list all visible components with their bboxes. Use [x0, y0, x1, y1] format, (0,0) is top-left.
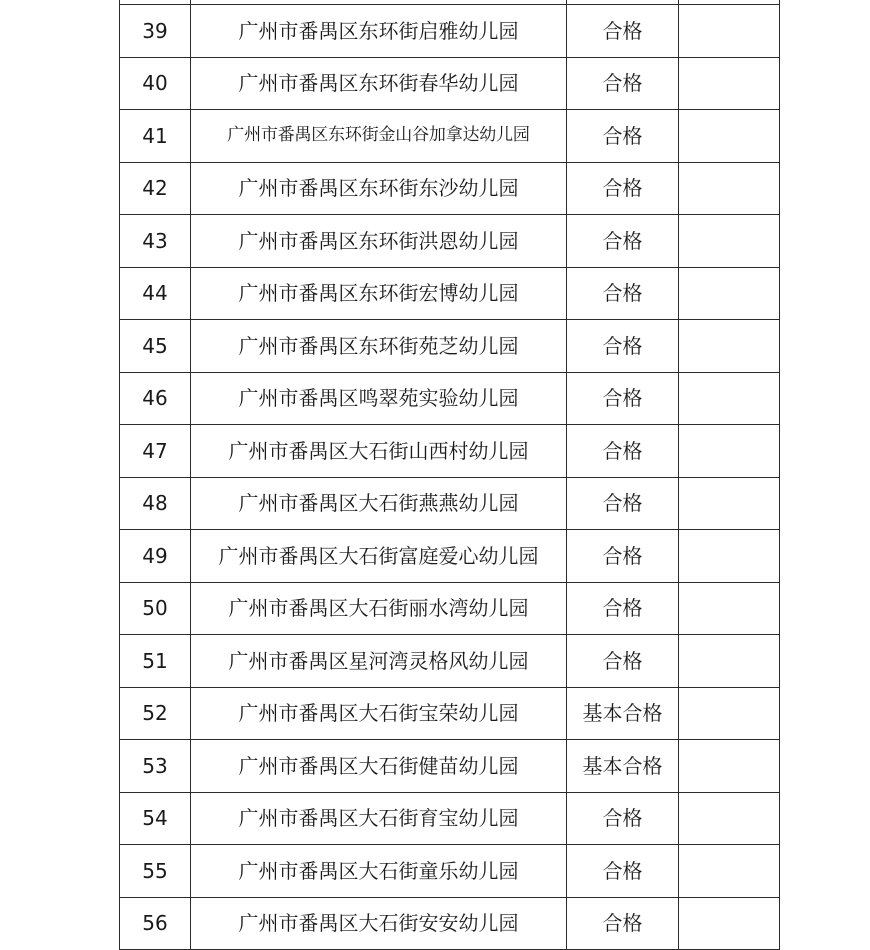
- cell-result: 合格: [567, 372, 679, 425]
- cell-number: 43: [120, 215, 191, 268]
- cell-number: 44: [120, 267, 191, 320]
- table-row: [120, 320, 780, 373]
- cell-note: [679, 215, 780, 268]
- table-row: [120, 740, 780, 793]
- cell-note: [679, 897, 780, 950]
- cell-kindergarten-name: 广州市番禺区大石街童乐幼儿园: [191, 845, 567, 898]
- cell-kindergarten-name: 广州市番禺区大石街宝荣幼儿园: [191, 687, 567, 740]
- cell-note: [679, 530, 780, 583]
- table-row: [120, 582, 780, 635]
- cell-result: 合格: [567, 110, 679, 163]
- cell-result: 合格: [567, 897, 679, 950]
- cell-note: [679, 320, 780, 373]
- cell-result: 合格: [567, 582, 679, 635]
- table-row: [120, 162, 780, 215]
- cell-number: 51: [120, 635, 191, 688]
- cell-number: 49: [120, 530, 191, 583]
- cell-result: 合格: [567, 792, 679, 845]
- cell-note: [679, 792, 780, 845]
- cell-result: 合格: [567, 477, 679, 530]
- table-row: [120, 5, 780, 58]
- cell-kindergarten-name: 广州市番禺区东环街启雅幼儿园: [191, 5, 567, 58]
- cell-number: 48: [120, 477, 191, 530]
- cell-kindergarten-name: 广州市番禺区东环街洪恩幼儿园: [191, 215, 567, 268]
- table-row: [120, 687, 780, 740]
- cell-note: [679, 162, 780, 215]
- table-row: [120, 530, 780, 583]
- cell-number: 54: [120, 792, 191, 845]
- cell-result: 合格: [567, 320, 679, 373]
- inspection-results-table: [119, 0, 780, 950]
- cell-note: [679, 845, 780, 898]
- cell-note: [679, 687, 780, 740]
- cell-number: 45: [120, 320, 191, 373]
- table-row: [120, 57, 780, 110]
- cell-result: 合格: [567, 425, 679, 478]
- cell-result: 合格: [567, 530, 679, 583]
- cell-kindergarten-name: 广州市番禺区大石街育宝幼儿园: [191, 792, 567, 845]
- cell-kindergarten-name: 广州市番禺区大石街丽水湾幼儿园: [191, 582, 567, 635]
- cell-number: 56: [120, 897, 191, 950]
- table-row: [120, 110, 780, 163]
- cell-number: 52: [120, 687, 191, 740]
- cell-note: [679, 57, 780, 110]
- cell-note: [679, 635, 780, 688]
- cell-kindergarten-name: 广州市番禺区大石街燕燕幼儿园: [191, 477, 567, 530]
- table-row: [120, 372, 780, 425]
- table-row: [120, 477, 780, 530]
- table-row: [120, 845, 780, 898]
- table-row: [120, 897, 780, 950]
- cell-result: 基本合格: [567, 687, 679, 740]
- cell-kindergarten-name: 广州市番禺区大石街健苗幼儿园: [191, 740, 567, 793]
- cell-result: 基本合格: [567, 740, 679, 793]
- cell-result: 合格: [567, 5, 679, 58]
- table-body: [120, 0, 780, 950]
- table-row: [120, 635, 780, 688]
- table-row: [120, 215, 780, 268]
- cell-result: 合格: [567, 57, 679, 110]
- cell-kindergarten-name: 广州市番禺区大石街富庭爱心幼儿园: [191, 530, 567, 583]
- cell-number: 41: [120, 110, 191, 163]
- cell-kindergarten-name: 广州市番禺区东环街东沙幼儿园: [191, 162, 567, 215]
- cell-result: 合格: [567, 162, 679, 215]
- cell-kindergarten-name: 广州市番禺区鸣翠苑实验幼儿园: [191, 372, 567, 425]
- cell-note: [679, 110, 780, 163]
- cell-result: 合格: [567, 267, 679, 320]
- table-row: [120, 792, 780, 845]
- cell-number: 39: [120, 5, 191, 58]
- cell-note: [679, 267, 780, 320]
- cell-number: 50: [120, 582, 191, 635]
- cell-kindergarten-name: 广州市番禺区东环街金山谷加拿达幼儿园: [191, 110, 567, 163]
- cell-note: [679, 5, 780, 58]
- cell-number: 40: [120, 57, 191, 110]
- cell-kindergarten-name: 广州市番禺区大石街山西村幼儿园: [191, 425, 567, 478]
- cell-number: 46: [120, 372, 191, 425]
- cell-kindergarten-name: 广州市番禺区星河湾灵格风幼儿园: [191, 635, 567, 688]
- cell-kindergarten-name: 广州市番禺区大石街安安幼儿园: [191, 897, 567, 950]
- table-row: [120, 267, 780, 320]
- cell-note: [679, 425, 780, 478]
- cell-kindergarten-name: 广州市番禺区东环街春华幼儿园: [191, 57, 567, 110]
- cell-kindergarten-name: 广州市番禺区东环街苑芝幼儿园: [191, 320, 567, 373]
- cell-number: 53: [120, 740, 191, 793]
- cell-kindergarten-name: 广州市番禺区东环街宏博幼儿园: [191, 267, 567, 320]
- cell-result: 合格: [567, 845, 679, 898]
- cell-number: 55: [120, 845, 191, 898]
- cell-result: 合格: [567, 635, 679, 688]
- cell-number: 47: [120, 425, 191, 478]
- cell-note: [679, 582, 780, 635]
- cell-result: 合格: [567, 215, 679, 268]
- cell-note: [679, 372, 780, 425]
- table-row: [120, 425, 780, 478]
- cell-number: 42: [120, 162, 191, 215]
- cell-note: [679, 477, 780, 530]
- cell-note: [679, 740, 780, 793]
